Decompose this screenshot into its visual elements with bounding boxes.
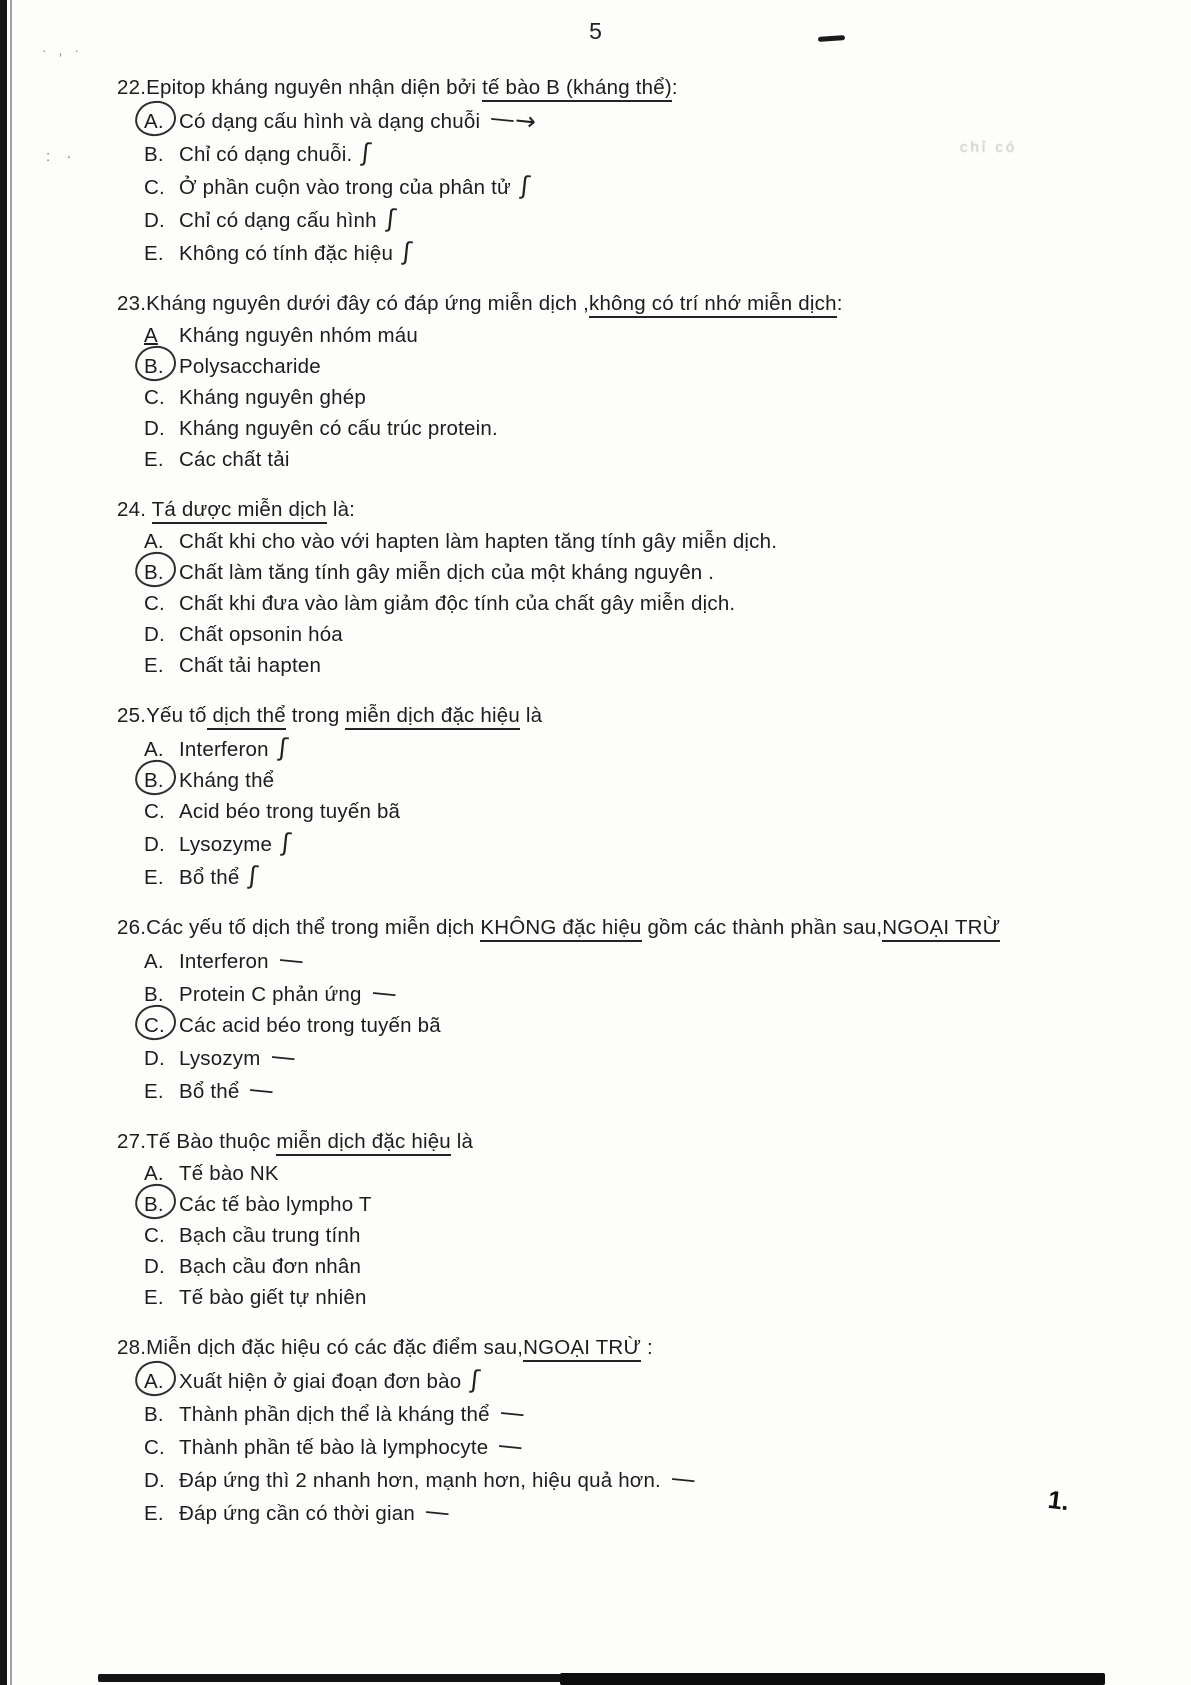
- option-letter: B.: [144, 983, 164, 1006]
- stem-underlined-text: miễn dịch đặc hiệu: [276, 1130, 451, 1156]
- option-letter: B.: [144, 143, 164, 166]
- scan-artifact-faint-text: chỉ có: [960, 139, 1018, 156]
- stem-text: :: [641, 1336, 653, 1359]
- option-text: Interferon: [179, 950, 269, 973]
- question-27: [117, 1126, 1082, 1313]
- option-row: [117, 203, 1082, 236]
- stem-text: Epitop kháng nguyên nhận diện bởi: [146, 76, 483, 99]
- option-text: Chất opsonin hóa: [179, 623, 343, 646]
- option-row: [117, 650, 1082, 681]
- question-26: [117, 912, 1082, 1107]
- stem-text: là: [519, 704, 543, 727]
- question-stem: [117, 288, 1082, 320]
- option-row: [117, 557, 1082, 588]
- option-text: Chất làm tăng tính gây miễn dịch của một kháng nguyên .: [179, 561, 715, 584]
- option-letter: D.: [144, 1469, 165, 1492]
- option-row: [117, 588, 1082, 619]
- option-letter: A.: [144, 530, 164, 553]
- option-text: Ở phần cuộn vào trong của phân tử: [179, 176, 511, 199]
- question-number: 25.: [117, 704, 147, 727]
- option-letter: D.: [144, 1255, 165, 1278]
- option-row: [117, 413, 1082, 444]
- option-text: Các tế bào lympho T: [179, 1193, 372, 1216]
- option-text: Protein C phản ứng: [179, 983, 362, 1006]
- option-text: Chỉ có dạng cấu hình: [179, 209, 377, 232]
- handwritten-dash-mark: —: [248, 1073, 277, 1106]
- option-letter-circled: B.: [144, 765, 179, 796]
- option-text: Kháng nguyên nhóm máu: [179, 324, 418, 347]
- option-text: Kháng nguyên có cấu trúc protein.: [179, 417, 498, 440]
- option-letter: C.: [144, 800, 165, 823]
- option-text: Acid béo trong tuyến bã: [179, 800, 401, 823]
- option-row: [117, 796, 1082, 827]
- option-row: [117, 170, 1082, 203]
- option-letter-underlined: A: [144, 324, 158, 347]
- option-letter: E.: [144, 1502, 164, 1525]
- option-text: Bổ thể: [179, 1080, 240, 1103]
- option-row: [117, 1189, 1082, 1220]
- option-text: Bổ thể: [179, 866, 240, 889]
- option-text: Bạch cầu đơn nhân: [179, 1255, 362, 1278]
- question-number: 28.: [117, 1336, 147, 1359]
- option-letter: C.: [144, 176, 165, 199]
- option-letter: D.: [144, 417, 165, 440]
- question-stem: [117, 700, 1082, 732]
- stem-text: :: [836, 292, 843, 315]
- stem-text: là:: [326, 498, 356, 521]
- option-letter: C.: [144, 1224, 165, 1247]
- option-row: [117, 104, 1082, 137]
- option-row: [117, 977, 1082, 1010]
- option-letter: C.: [144, 386, 165, 409]
- stem-text: Kháng nguyên dưới đây có đáp ứng miễn dịch ,: [146, 292, 589, 315]
- option-text: Thành phần dịch thể là kháng thể: [179, 1403, 490, 1426]
- option-letter-circled: B.: [144, 557, 179, 588]
- option-letter: A.: [144, 1162, 164, 1185]
- handwritten-dash-mark: —: [498, 1396, 527, 1429]
- handwritten-squiggle-mark: ʃ: [247, 860, 260, 891]
- stem-underlined-text: NGOẠI TRỪ: [882, 916, 1000, 942]
- handwritten-dash-mark: —: [669, 1462, 698, 1495]
- scan-artifact-left-line: [10, 0, 12, 1685]
- option-row: [117, 1220, 1082, 1251]
- option-row: [117, 732, 1082, 765]
- question-24: [117, 494, 1082, 681]
- option-row: [117, 444, 1082, 475]
- handwritten-arrow-mark: —→: [488, 102, 538, 137]
- option-letter-circled: B.: [144, 1189, 179, 1220]
- option-letter-circled: B.: [144, 351, 179, 382]
- option-letter-circled: A.: [144, 106, 179, 137]
- stem-underlined-text: miễn dịch đặc hiệu: [345, 704, 520, 730]
- handwritten-dash-mark: —: [277, 943, 306, 976]
- option-row: [117, 320, 1082, 351]
- option-text: Có dạng cấu hình và dạng chuỗi: [179, 110, 481, 133]
- stem-underlined-text: KHÔNG đặc hiệu: [480, 916, 641, 942]
- option-row: [117, 619, 1082, 650]
- handwritten-squiggle-mark: ʃ: [280, 827, 293, 858]
- option-row: [117, 526, 1082, 557]
- question-stem: [117, 912, 1082, 944]
- option-text: Polysaccharide: [179, 355, 321, 378]
- option-row: [117, 1158, 1082, 1189]
- stem-text: :: [671, 76, 678, 99]
- option-letter: E.: [144, 866, 164, 889]
- option-letter-circled: A.: [144, 1366, 179, 1397]
- option-letter: A.: [144, 738, 164, 761]
- scan-artifact-bottom-bar-dark: [560, 1673, 1105, 1685]
- option-row: [117, 1282, 1082, 1313]
- option-row: [117, 1010, 1082, 1041]
- option-text: Chỉ có dạng chuỗi.: [179, 143, 353, 166]
- question-number: 24.: [117, 498, 147, 521]
- option-letter: E.: [144, 448, 164, 471]
- pen-mark-bottom-right: 1.: [1046, 1485, 1071, 1517]
- option-letter: E.: [144, 1286, 164, 1309]
- option-row: [117, 236, 1082, 269]
- option-row: [117, 1397, 1082, 1430]
- stem-underlined-text: không có trí nhớ miễn dịch: [589, 292, 837, 318]
- option-row: [117, 1430, 1082, 1463]
- scan-speckles-margin: : ·: [46, 148, 78, 165]
- option-text: Các acid béo trong tuyến bã: [179, 1014, 441, 1037]
- option-text: Bạch cầu trung tính: [179, 1224, 361, 1247]
- option-letter: C.: [144, 1436, 165, 1459]
- stem-text: Tế Bào thuộc: [146, 1130, 277, 1153]
- scan-artifact-left-edge: [0, 0, 7, 1685]
- stem-underlined-text: dịch thể: [207, 704, 286, 730]
- handwritten-squiggle-mark: ʃ: [360, 137, 373, 168]
- question-stem: [117, 1332, 1082, 1364]
- option-letter-circled: C.: [144, 1010, 179, 1041]
- option-row: [117, 351, 1082, 382]
- option-row: [117, 1074, 1082, 1107]
- option-text: Đáp ứng thì 2 nhanh hơn, mạnh hơn, hiệu quả hơn.: [179, 1469, 661, 1492]
- stem-text: [146, 498, 152, 521]
- option-letter: D.: [144, 1047, 165, 1070]
- option-letter: E.: [144, 242, 164, 265]
- handwritten-squiggle-mark: ʃ: [401, 236, 414, 267]
- option-text: Tế bào NK: [179, 1162, 279, 1185]
- option-row: [117, 1463, 1082, 1496]
- stem-text: là: [450, 1130, 474, 1153]
- option-row: [117, 137, 1082, 170]
- option-letter: E.: [144, 1080, 164, 1103]
- handwritten-squiggle-mark: ʃ: [519, 170, 532, 201]
- question-number: 26.: [117, 916, 147, 939]
- option-row: [117, 1364, 1082, 1397]
- question-number: 27.: [117, 1130, 147, 1153]
- option-text: Chất khi cho vào với hapten làm hapten tăng tính gây miễn dịch.: [179, 530, 778, 553]
- option-text: Chất khi đưa vào làm giảm độc tính của chất gây miễn dịch.: [179, 592, 736, 615]
- option-letter: D.: [144, 833, 165, 856]
- option-row: [117, 860, 1082, 893]
- option-row: [117, 827, 1082, 860]
- option-text: Thành phần tế bào là lymphocyte: [179, 1436, 489, 1459]
- option-text: Chất tải hapten: [179, 654, 322, 677]
- stem-text: Các yếu tố dịch thể trong miễn dịch: [146, 916, 481, 939]
- handwritten-squiggle-mark: ʃ: [277, 732, 289, 763]
- question-22: [117, 72, 1082, 269]
- handwritten-dash-mark: —: [269, 1040, 298, 1073]
- question-stem: [117, 1126, 1082, 1158]
- option-text: Xuất hiện ở giai đoạn đơn bào: [179, 1370, 462, 1393]
- stem-underlined-text: NGOẠI TRỪ: [523, 1336, 641, 1362]
- option-text: Kháng thể: [179, 769, 275, 792]
- option-text: Tế bào giết tự nhiên: [179, 1286, 367, 1309]
- stem-underlined-text: tế bào B (kháng thể): [482, 76, 672, 102]
- question-number: 23.: [117, 292, 147, 315]
- option-row: [117, 1251, 1082, 1282]
- option-text: Không có tính đặc hiệu: [179, 242, 394, 265]
- stem-text: Miễn dịch đặc hiệu có các đặc điểm sau,: [146, 1336, 524, 1359]
- stem-text: gồm các thành phần sau,: [641, 916, 883, 939]
- option-text: Kháng nguyên ghép: [179, 386, 366, 409]
- option-text: Các chất tải: [179, 448, 290, 471]
- question-number: 22.: [117, 76, 147, 99]
- option-row: [117, 765, 1082, 796]
- stem-underlined-text: Tá dược miễn dịch: [152, 498, 327, 524]
- option-row: [117, 382, 1082, 413]
- option-row: [117, 1041, 1082, 1074]
- scan-speckles-top-left: · , ·: [42, 42, 83, 58]
- option-row: [117, 944, 1082, 977]
- option-row: [117, 1496, 1082, 1529]
- option-text: Lysozyme: [179, 833, 273, 856]
- option-letter: E.: [144, 654, 164, 677]
- page-number: 5: [589, 18, 602, 44]
- handwritten-dash-mark: —: [423, 1495, 452, 1528]
- question-23: [117, 288, 1082, 475]
- question-28: [117, 1332, 1082, 1529]
- question-25: [117, 700, 1082, 893]
- question-stem: [117, 72, 1082, 104]
- handwritten-squiggle-mark: ʃ: [469, 1364, 482, 1395]
- exam-content: [117, 72, 1082, 1548]
- option-letter: D.: [144, 623, 165, 646]
- question-stem: [117, 494, 1082, 526]
- option-text: Interferon: [179, 738, 269, 761]
- option-letter: A.: [144, 950, 164, 973]
- option-text: Đáp ứng cần có thời gian: [179, 1502, 415, 1525]
- option-letter: D.: [144, 209, 165, 232]
- option-letter: C.: [144, 592, 165, 615]
- handwritten-dash-mark: —: [370, 976, 399, 1009]
- option-letter: B.: [144, 1403, 164, 1426]
- stem-text: trong: [285, 704, 346, 727]
- handwritten-dash-mark: —: [496, 1429, 526, 1462]
- option-text: Lysozym: [179, 1047, 261, 1070]
- stem-text: Yếu tố: [146, 704, 207, 727]
- handwritten-squiggle-mark: ʃ: [385, 203, 397, 234]
